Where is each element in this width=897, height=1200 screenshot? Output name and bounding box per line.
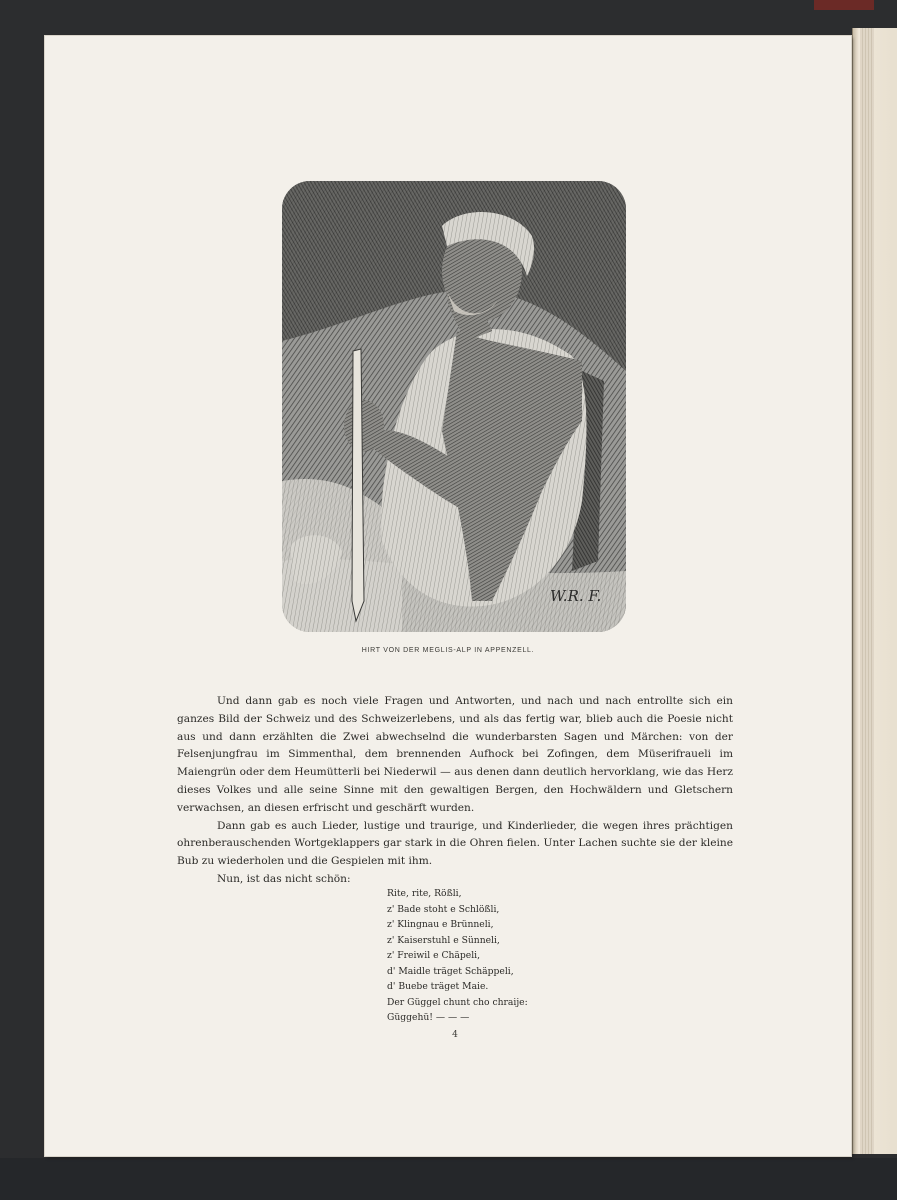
poem-line: Güggehü! — — —	[387, 1012, 470, 1023]
book-page	[45, 36, 851, 1156]
poem-line: Der Güggel chunt cho chraije:	[387, 996, 528, 1008]
poem-line: Rite, rite, Rößli,	[387, 888, 462, 899]
illustration-caption: HIRT VON DER MEGLIS-ALP IN APPENZELL.	[361, 647, 535, 654]
page-number: 4	[452, 1030, 458, 1040]
paragraph: Dann gab es auch Lieder, lustige und traurige, und Kinderlieder, die wegen ihres prächtigen ohrenberauschenden Wortgeklappers gar stark in die Ohren fielen. Unter Lachen suchte sie der kleine Bub zu wiederholen und die Gespielen mit ihm.	[177, 819, 733, 868]
poem-line: d' Buebe träget Maie.	[387, 981, 489, 992]
book-binding-top	[814, 0, 874, 10]
adjacent-page-edge	[852, 28, 897, 1154]
paragraph: Und dann gab es noch viele Fragen und Antworten, und nach und nach entrollte sich ein ganzes Bild der Schweiz und des Schweizerlebens, und als das fertig war, blieb auch die Poesie nicht aus und dann erzählten die Zwei abwechselnd die wunderbarsten Sagen und Märchen: von der Felsenjungfrau im Simmenthal, dem brennenden Aufhock bei Zofingen, dem Müserifraueli im Maiengrün oder dem Heumütterli bei Niederwil — aus denen dann deutlich hervorklang, wie das Herz dieses Volkes und alle seine Sinne mit den gewaltigen Bergen, den Hochwäldern und Gletschern verwachsen, an diesen erfrischt und geschärft wurden.	[177, 695, 733, 814]
poem-line: d' Maidle träget Schäppeli,	[387, 965, 514, 977]
poem-line: z' Kaiserstuhl e Sünneli,	[387, 934, 500, 946]
artist-signature: W.R. F.	[550, 587, 602, 605]
page-stack-edge	[860, 28, 874, 1154]
poem-line: z' Klingnau e Brünneli,	[387, 919, 494, 930]
poem	[387, 886, 528, 1026]
poem-line: z' Bade stoht e Schlößli,	[387, 903, 500, 915]
scan-background	[0, 1158, 897, 1200]
engraving-illustration	[282, 181, 626, 632]
paragraph: Nun, ist das nicht schön:	[217, 872, 351, 885]
poem-line: z' Freiwil e Chäpeli,	[387, 950, 480, 961]
body-text	[177, 693, 733, 889]
